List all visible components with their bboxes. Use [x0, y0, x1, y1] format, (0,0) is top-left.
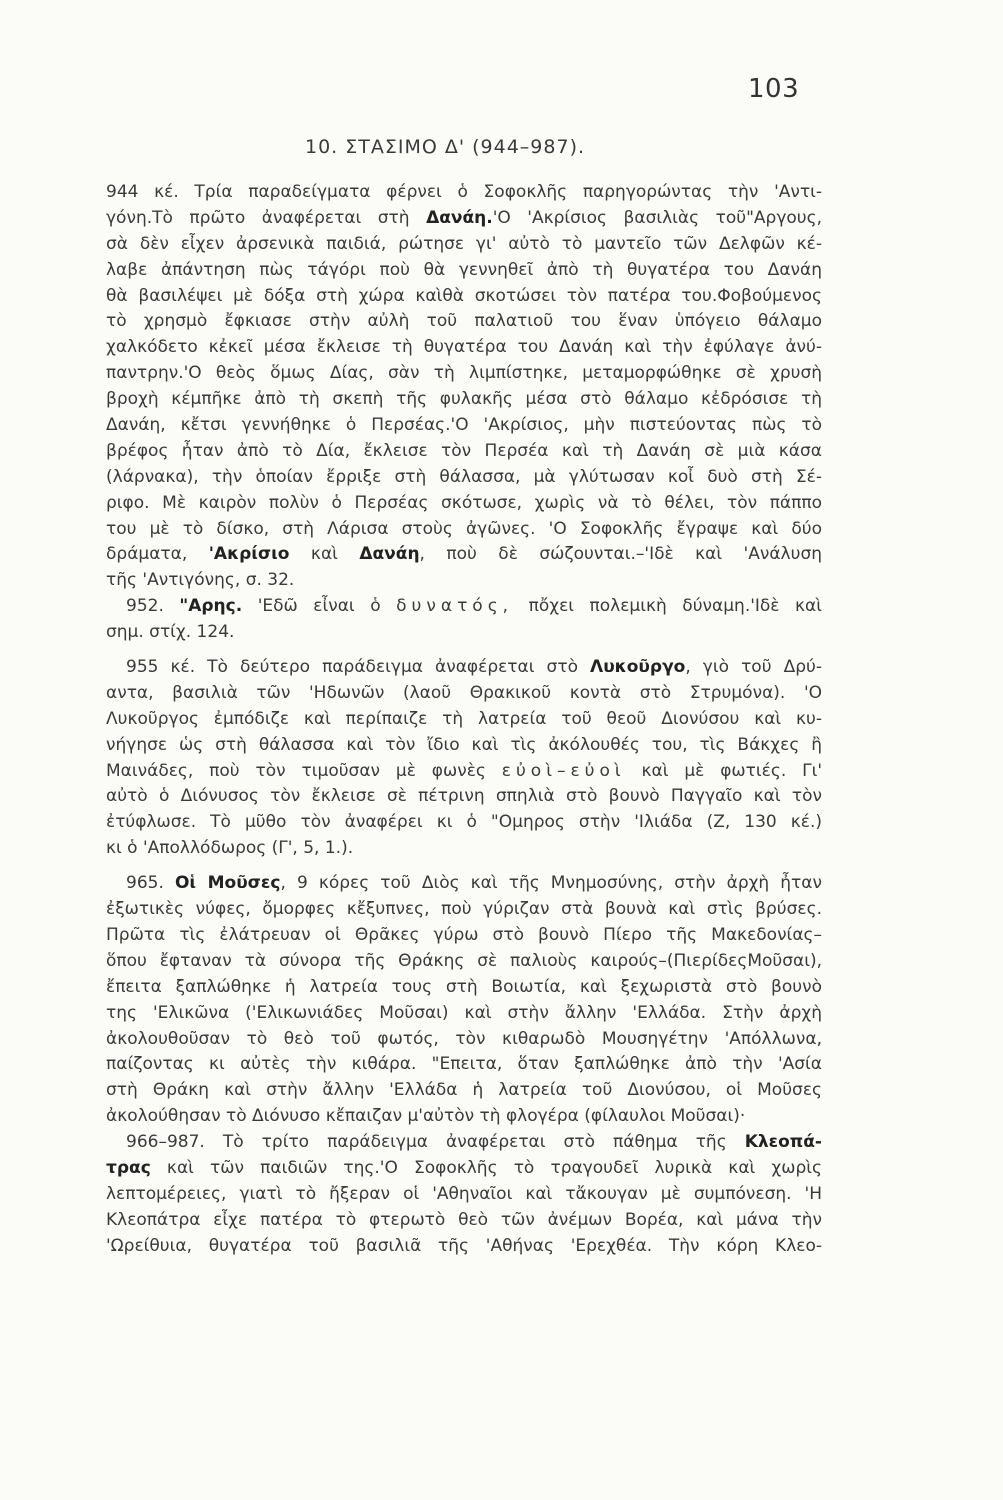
spaced-term: δυνατός, [396, 596, 514, 617]
bold-term: τρας [106, 1157, 151, 1178]
text-line [106, 1130, 822, 1156]
text-line: (λάρνακα), τὴν ὁποίαν ἔρριξε στὴ θάλασσα, μὰ γλύτωσαν κοἶ δυὸ στὴ Σέ- [106, 466, 822, 487]
text-line [106, 206, 822, 232]
text-segment: 'Ο 'Ακρίσιος βασιλιὰς τοῦ"Αργους, [492, 207, 822, 228]
text-segment: 955 κέ. Τὸ δεύτερο παράδειγμα ἀναφέρεται στὸ [126, 657, 591, 678]
text-line: θὰ βασιλέψει μὲ δόξα στὴ χώρα καὶθὰ σκοτώσει τὸν πατέρα του.Φοβούμενος [106, 285, 822, 306]
text-line: ἀκολούθησαν τὸ Διόνυσο κἔπαιζαν μ'αὐτὸν τὴ φλογέρα (φίλαυλοι Μοῦσαι)· [106, 1106, 746, 1127]
text-line: νήγησε ὡς στὴ θάλασσα καὶ τὸν ἴδιο καὶ τὶς ἀκόλουθές του, τὶς Βάκχες ἢ [106, 734, 822, 755]
text-line: κι ὁ 'Απολλόδωρος (Γ', 5, 1.). [106, 838, 354, 859]
text-segment: πὄχει πολεμικὴ δύναμη.'Ιδὲ καὶ [513, 596, 822, 617]
text-segment: καὶ τῶν παιδιῶν της.'Ο Σοφοκλῆς τὸ τραγουδεῖ λυρικὰ καὶ χωρὶς [150, 1157, 822, 1178]
text-segment: δράματα, [106, 544, 209, 565]
text-segment: 'Εδῶ εἶναι ὁ [242, 596, 397, 617]
text-line [106, 655, 822, 681]
text-segment: καὶ μὲ φωτιές. Γι' [625, 760, 822, 781]
bold-term: Οἱ Μοῦσες [174, 873, 281, 894]
spaced-term: εὐοὶ–εὐοὶ [501, 760, 626, 781]
text-body [106, 180, 822, 1260]
text-line: τὸ χρησμὸ ἔφκιασε στὴν αὐλὴ τοῦ παλατιοῦ του ἕναν ὑπόγειο θάλαμο [106, 311, 822, 332]
bold-term: Δανάη [359, 544, 420, 565]
text-segment: , γιὸ τοῦ Δρύ- [685, 657, 822, 678]
text-segment: Μαινάδες, ποὺ τὸν τιμοῦσαν μὲ φωνὲς [106, 760, 502, 781]
text-line: στὴ Θράκη καὶ στὴν ἄλλην 'Ελλάδα ἡ λατρεία τοῦ Διονύσου, οἱ Μοῦσες [106, 1080, 822, 1101]
text-line: λαβε ἀπάντηση πὼς τάγόρι ποὺ θὰ γεννηθεῖ ἀπὸ τὴ θυγατέρα του Δανάη [106, 259, 822, 280]
text-line: της 'Ελικῶνα ('Ελικωνιάδες Μοῦσαι) καὶ στὴν ἄλλην 'Ελλάδα. Στὴν ἀρχὴ [106, 1002, 822, 1023]
text-line: αὐτὸ ὁ Διόνυσος τὸν ἔκλεισε σὲ πέτρινη σπηλιὰ στὸ βουνὸ Παγγαῖο καὶ τὸν [106, 786, 822, 807]
bold-term: 'Ακρίσιο [208, 544, 290, 565]
text-segment: 952. [126, 596, 180, 617]
text-segment: καὶ [289, 544, 360, 565]
text-line: βρέφος ἦταν ἀπὸ τὸ Δία, ἔκλεισε τὸν Περσέα καὶ τὴ Δανάη σὲ μιὰ κάσα [106, 440, 822, 461]
text-line: χαλκόδετο κἐκεῖ μέσα ἔκλεισε τὴ θυγατέρα του Δανάη καὶ τὴν ἐφύλαγε ἀνύ- [106, 337, 822, 358]
page-number: 103 [748, 74, 800, 104]
text-line: αντα, βασιλιὰ τῶν 'Ηδωνῶν (λαοῦ Θρακικοῦ κοντὰ στὸ Στρυμόνα). 'Ο [106, 682, 822, 703]
text-line: 'Ωρείθυια, θυγατέρα τοῦ βασιλιᾶ τῆς 'Αθήνας 'Ερεχθέα. Τὴν κόρη Κλεο- [106, 1235, 822, 1256]
bold-term: "Αρης. [179, 596, 243, 617]
text-line: ἀκολουθοῦσαν τὸ θεὸ τοῦ φωτός, τὸν κιθαρωδὸ Μουσηγέτην 'Απόλλωνα, [106, 1028, 822, 1049]
text-line [106, 542, 822, 568]
text-line [106, 871, 822, 897]
text-line: βροχὴ κέμπῆκε ἀπὸ τὴ σκεπὴ τῆς φυλακῆς μέσα στὸ θάλαμο κἐδρόσισε τὴ [106, 389, 822, 410]
text-line: Κλεοπάτρα εἶχε πατέρα τὸ φτερωτὸ θεὸ τῶν ἀνέμων Βορέα, καὶ μάνα τὴν [106, 1209, 822, 1230]
text-line: ριφο. Μὲ καιρὸν πολὺν ὁ Περσέας σκότωσε, χωρὶς νὰ τὸ θέλει, τὸν πάππο [106, 492, 822, 513]
text-line: ἐξωτικὲς νύφες, ὄμορφες κἔξυπνες, ποὺ γύριζαν στὰ βουνὰ καὶ στὶς βρύσες. [106, 899, 822, 920]
text-line: του μὲ τὸ δίσκο, στὴ Λάρισα στοὺς ἀγῶνες. 'Ο Σοφοκλῆς ἔγραψε καὶ δύο [106, 518, 822, 539]
bold-term: Δανάη. [426, 207, 493, 228]
text-segment: 965. [126, 873, 175, 894]
text-line: παίζοντας κι αὐτὲς τὴν κιθάρα. "Επειτα, ὅταν ξαπλώθηκε ἀπὸ τὴν 'Ασία [106, 1054, 822, 1075]
text-line: σὰ δὲν εἶχεν ἀρσενικὰ παιδιά, ρώτησε γι' αὐτὸ τὸ μαντεῖο τῶν Δελφῶν κέ- [106, 233, 822, 254]
text-segment: , 9 κόρες τοῦ Διὸς καὶ τῆς Μνημοσύνης, στὴν ἀρχὴ ἦταν [280, 873, 822, 894]
text-line [106, 1156, 822, 1182]
text-line: Πρῶτα τὶς ἐλάτρευαν οἱ Θρᾶκες γύρω στὸ βουνὸ Πίερο τῆς Μακεδονίας– [106, 924, 822, 945]
text-line: λεπτομέρειες, γιατὶ τὸ ἤξεραν οἱ 'Αθηναῖοι καὶ τἄκουγαν μὲ συμπόνεση. 'Η [106, 1183, 822, 1204]
text-line: τῆς 'Αντιγόνης, σ. 32. [106, 570, 295, 591]
text-line [106, 594, 822, 620]
text-line: παντρην.'Ο θεὸς ὅμως Δίας, σὰν τὴ λιμπίστηκε, μεταμορφώθηκε σὲ χρυσὴ [106, 363, 822, 384]
text-line: 944 κέ. Τρία παραδείγματα φέρνει ὁ Σοφοκλῆς παρηγορώντας τὴν 'Αντι- [106, 182, 822, 202]
bold-term: Κλεοπά- [744, 1132, 822, 1153]
text-line: Δανάη, κἔτσι γεννήθηκε ὁ Περσέας.'Ο 'Ακρίσιος, μὴν πιστεύοντας πὼς τὸ [106, 415, 822, 436]
text-line: Λυκοῦργος ἐμπόδιζε καὶ περίπαιζε τὴ λατρεία τοῦ θεοῦ Διονύσου καὶ κυ- [106, 708, 822, 729]
text-line: ὅπου ἔφταναν τὰ σύνορα τῆς Θράκης σὲ παλιοὺς καιρούς–(ΠιερίδεςΜοῦσαι), [106, 950, 822, 971]
text-segment: 966–987. Τὸ τρίτο παράδειγμα ἀναφέρεται στὸ πάθημα τῆς [126, 1132, 745, 1153]
text-line: ἐτύφλωσε. Τὸ μῦθο τὸν ἀναφέρει κι ὁ "Ομηρος στὴν 'Ιλιάδα (Ζ, 130 κέ.) [106, 812, 822, 833]
text-line: σημ. στίχ. 124. [106, 622, 235, 643]
text-line [106, 759, 822, 785]
bold-term: Λυκοῦργο [590, 657, 686, 678]
section-title: 10. ΣΤΑΣΙΜΟ Δ' (944–987). [305, 136, 586, 158]
text-segment: , ποὺ δὲ σώζουνται.–'Ιδὲ καὶ 'Ανάλυση [419, 544, 822, 565]
text-line: ἔπειτα ξαπλώθηκε ἡ λατρεία τους στὴ Βοιωτία, καὶ ξεχωριστὰ στὸ βουνὸ [106, 976, 822, 997]
text-segment: γόνη.Τὸ πρῶτο ἀναφέρεται στὴ [106, 207, 427, 228]
